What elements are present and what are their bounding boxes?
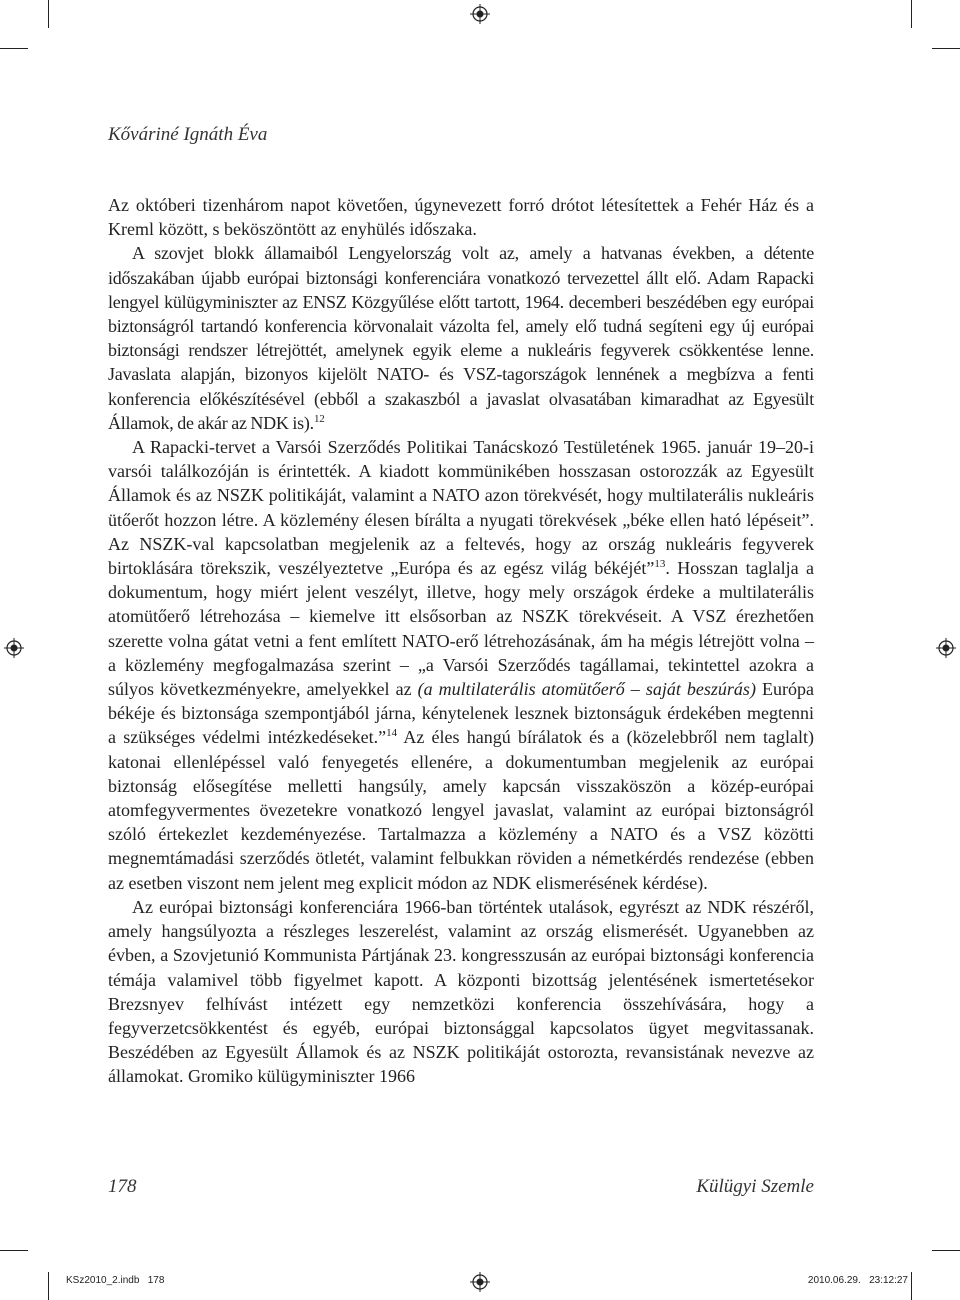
paragraph-text: Európa békéje és biztonsága szempontjából járna, kénytelenek lesznek biztonságuk érdekében megtenni a szükséges védelmi intézkedéseket.”: [108, 679, 814, 748]
registration-target-icon: [470, 4, 490, 24]
footnote-ref: 14: [386, 727, 398, 740]
crop-mark-right-bottom: [932, 1250, 960, 1251]
paragraph: Az októberi tizenhárom napot követően, úgynevezett forró drótot létesítettek a Fehér Ház és a Kreml között, s beköszöntött az enyhülés időszaka.: [108, 195, 814, 240]
crop-mark-bottom-right: [911, 1272, 912, 1300]
footnote-ref: 13: [654, 558, 666, 571]
paragraph-text: A Rapacki-tervet a Varsói Szerződés Politikai Tanácskozó Testületének 1965. január 19–20-i varsói találkozóján is érintették. A kiadott kommünikében hosszasan ostorozzák az Egyesült Államok és az NSZK politikáját, valamint a NATO azon törekvését, hogy multilaterális nukleáris ütőerőt hozzon létre. A közlemény élesen bírálta a nyugati törekvések „béke ellen ható lépéseit”. Az NSZK-val kapcsolatban megjelenik az a feltevés, hogy az ország nukleáris fegyverek birtoklására törekszik, veszélyeztetve „Európa és az egész világ békéjét”: [108, 437, 814, 579]
print-slug-file: KSz2010_2.indb 178: [66, 1275, 165, 1286]
crop-mark-left-bottom: [0, 1250, 28, 1251]
crop-mark-top-right: [911, 0, 912, 28]
paragraph: [108, 241, 814, 435]
page-number: 178: [108, 1176, 137, 1197]
italic-insertion: (a multilaterális atomütőerő – saját beszúrás): [417, 679, 756, 700]
article-body: [108, 193, 814, 1089]
footnote-ref: 12: [313, 412, 325, 425]
registration-target-icon: [4, 638, 24, 658]
registration-target-icon: [936, 638, 956, 658]
print-slug-datetime: 2010.06.29. 23:12:27: [807, 1275, 908, 1286]
crop-mark-right-top: [932, 48, 960, 49]
crop-mark-bottom-left: [48, 1272, 49, 1300]
crop-mark-left-top: [0, 48, 28, 49]
crop-mark-top-left: [48, 0, 49, 28]
paragraph: [108, 435, 814, 895]
registration-target-icon: [470, 1272, 490, 1292]
paragraph: Az európai biztonsági konferenciára 1966-ban történtek utalások, egyrészt az NDK részéről, amely hangsúlyozta a részleges leszerelést, valamint az ország elismerését. Ugyanebben az évben, a Szovjetunió Kommunista Pártjának 23. kongresszusán az európai biztonsági konferencia témája valamivel több figyelmet kapott. A központi bizottság jelentésének ismertetésekor Brezsnyev felhívást intézett egy nemzetközi konferencia összehívására, hogy a fegyverzetcsökkentést és egyéb, európai biztonsággal kapcsolatos ügyet megvitassanak. Beszédében az Egyesült Államok és az NSZK politikáját ostorozta, revansistának nevezve az államokat. Gromiko külügyminiszter 1966: [108, 896, 814, 1087]
paragraph-text: A szovjet blokk államaiból Lengyelország volt az, amely a hatvanas években, a détente időszakában újabb európai biztonsági konferenciára vonatkozó tervezettel állt elő. Adam Rapacki lengyel külügyminiszter az ENSZ Közgyűlése előtt tartott, 1964. decemberi beszédében egy európai biztonságról tartandó konferencia körvonalait vázolta fel, amely elő tudná segíteni egy új európai biztonsági rendszer létrejöttét, amelynek egyik eleme a nukleáris fegyverek csökkentése lenne. Javaslata alapján, bizonyos kijelölt NATO- és VSZ-tagországok lennének a megbízva a fenti konferencia előkészítésével (ebből a szakaszból a javaslat olvasatában kimaradhat az Egyesült Államok, de akár az NDK is).: [108, 243, 814, 433]
running-header-author: Kőváriné Ignáth Éva: [108, 124, 268, 145]
journal-title: Külügyi Szemle: [696, 1176, 814, 1197]
paragraph-text: Az éles hangú bírálatok és a (közelebbről nem taglalt) katonai ellenlépéssel való fenyegetés ellenére, a dokumentumban megjelenik az európai biztonság elősegítése melletti hangsúly, amely kapcsán visszaköszön a közép-európai atomfegyvermentes övezetekre vonatkozó lengyel javaslat, valamint az európai biztonságról szóló értekezlet kezdeményezése. Tartalmazza a közlemény a NATO és a VSZ közötti megnemtámadási szerződés ötletét, valamint felbukkan röviden a németkérdés rendezése (ebben az esetben viszont nem jelent meg explicit módon az NDK elismerésének kérdése).: [108, 727, 814, 893]
paragraph-text: . Hosszan taglalja a dokumentum, hogy miért jelent veszélyt, illetve, hogy mely országok érdeke a multilaterális atomütőerő létrehozása – kiemelve itt elsősorban az NSZK törekvéseit. A VSZ érezhetően szerette volna gátat vetni a fent említett NATO-erő létrehozásának, ám ha mégis létrejött volna – a közlemény megfogalmazása szerint – „a Varsói Szerződés tagállamai, tekintettel azokra a súlyos következményekre, amelyekkel az: [108, 558, 814, 700]
